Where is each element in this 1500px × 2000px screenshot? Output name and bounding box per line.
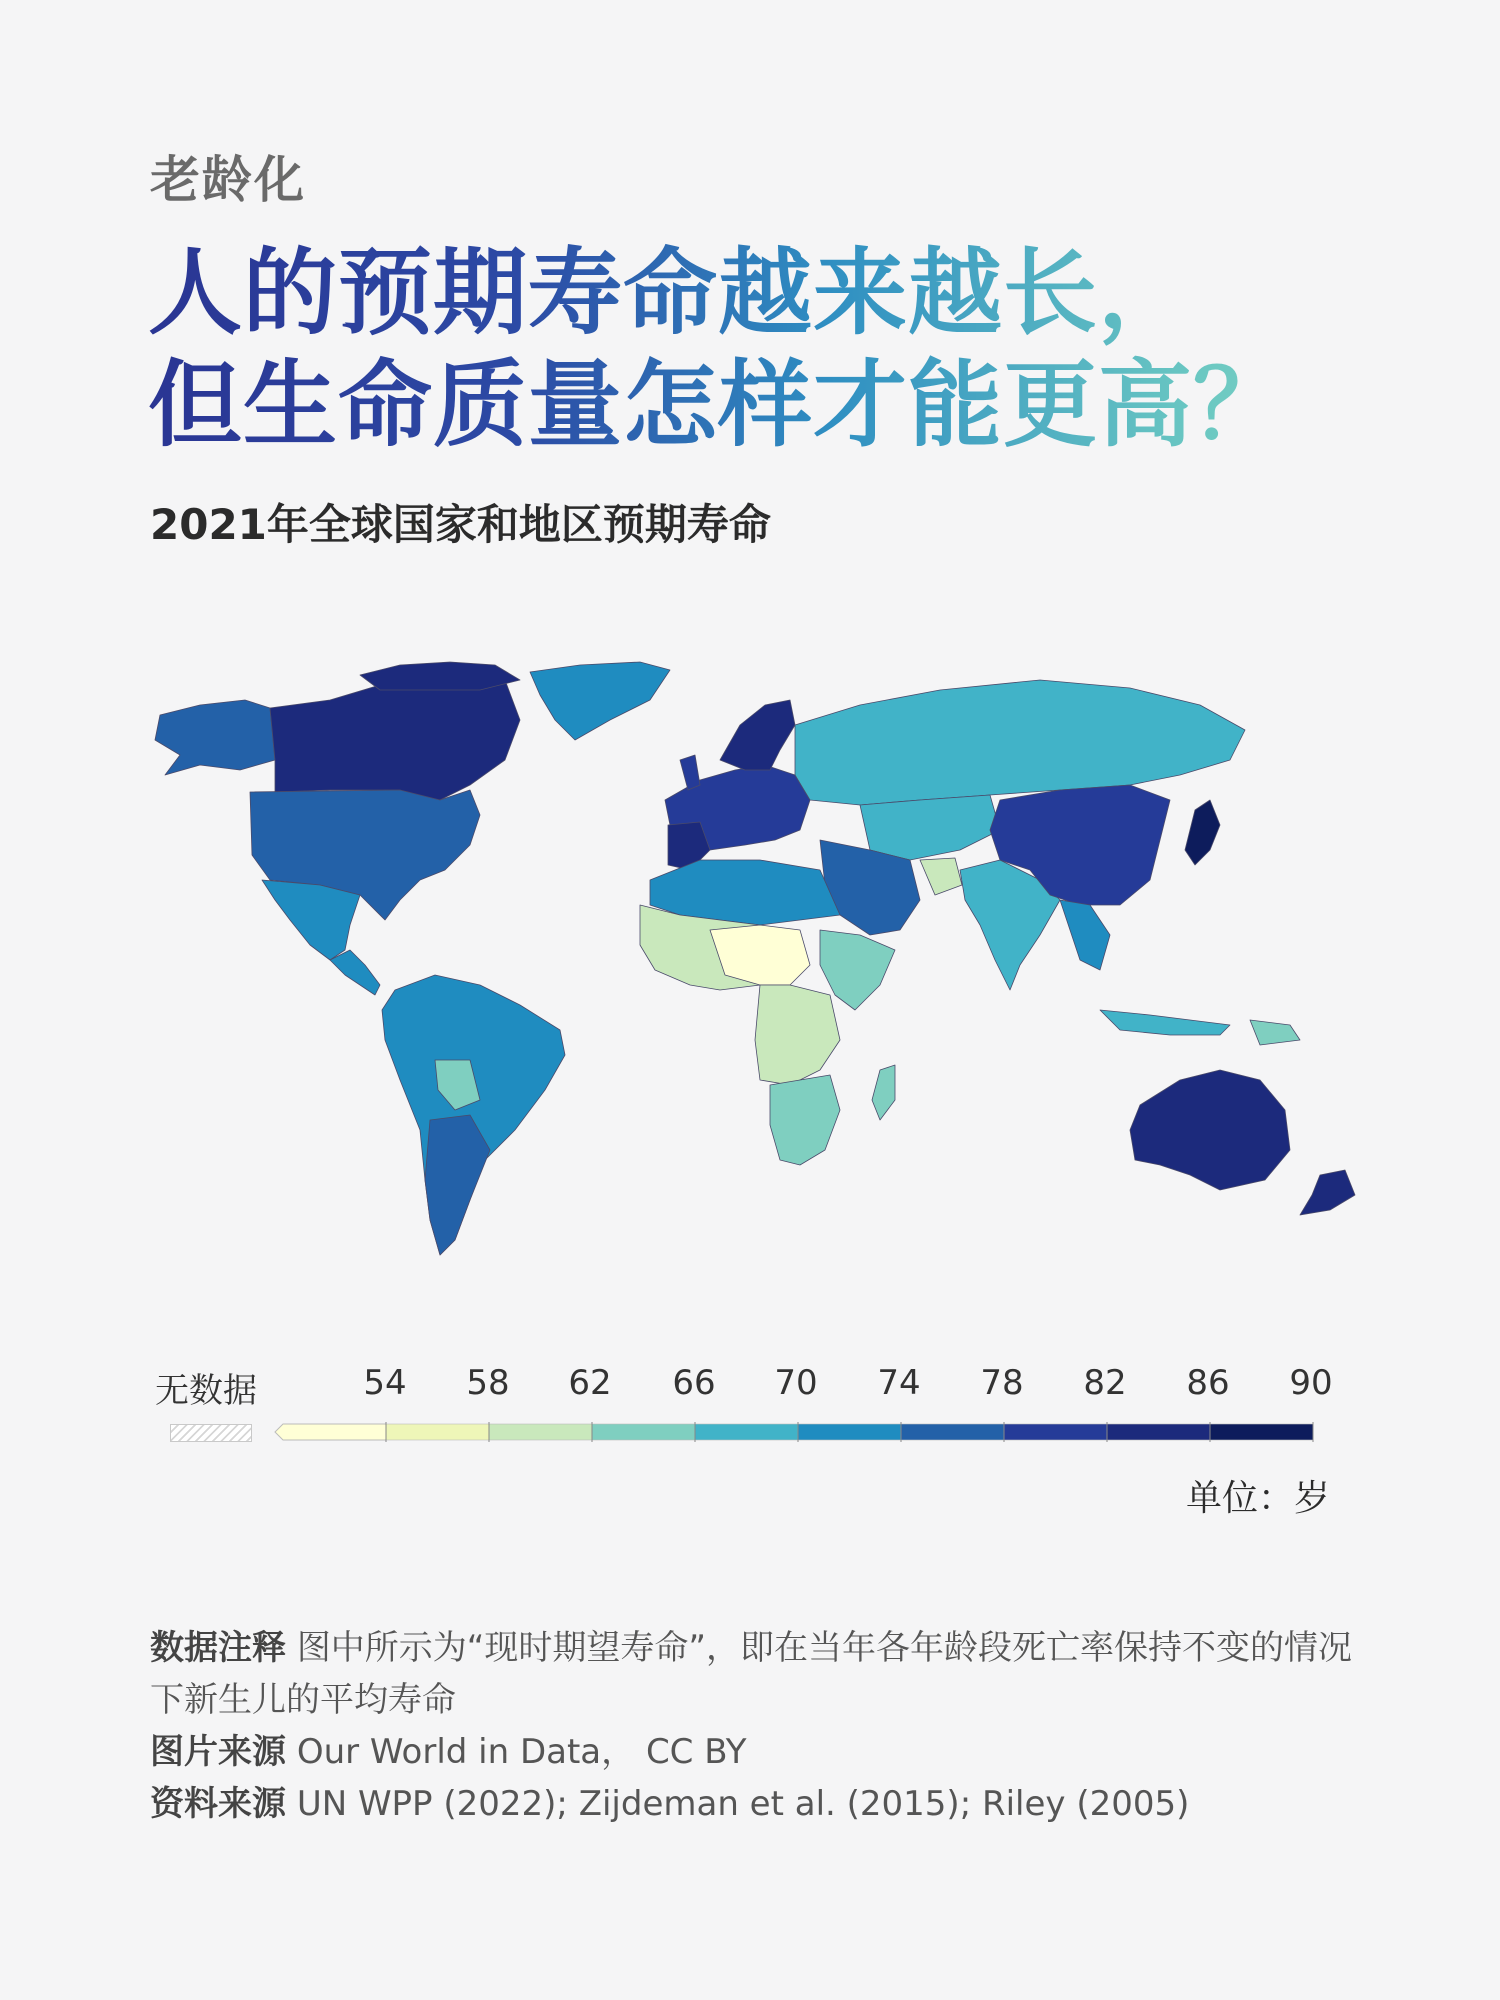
headline-line-1: 人的预期寿命越来越长，: [148, 239, 1194, 348]
category-label: 老龄化: [150, 151, 306, 209]
data-note-text: 图中所示为“现时期望寿命”，即在当年各年龄段死亡率保持不变的情况下新生儿的平均寿命: [150, 1628, 1353, 1720]
data-source-title: 资料来源: [150, 1784, 286, 1824]
image-source: [150, 1726, 1380, 1778]
legend-bin-6: [901, 1424, 1004, 1440]
legend-tick-82: 82: [1083, 1363, 1127, 1403]
legend-bin-9: [1210, 1424, 1313, 1440]
legend-bin-3: [592, 1424, 695, 1440]
legend-no-data-label: 无数据: [155, 1371, 257, 1411]
data-note: [150, 1622, 1380, 1726]
legend-tick-54: 54: [363, 1363, 407, 1403]
region-afghanistan: [920, 858, 962, 895]
region-greenland: [530, 662, 670, 740]
region-australia: [1130, 1070, 1290, 1190]
legend-bin-5: [798, 1424, 901, 1440]
footnotes: [150, 1622, 1380, 1830]
region-new-zealand: [1300, 1170, 1355, 1215]
world-life-expectancy-map: [0, 640, 1500, 1280]
region-uk: [680, 755, 700, 790]
region-scandinavia: [720, 700, 795, 770]
image-source-title: 图片来源: [150, 1732, 286, 1772]
region-horn-of-africa: [820, 930, 895, 1010]
region-southern-africa: [770, 1075, 840, 1165]
region-southeast-asia: [1060, 900, 1110, 970]
legend-tick-70: 70: [774, 1363, 818, 1403]
legend-bin-1: [386, 1424, 489, 1440]
data-note-title: 数据注释: [150, 1628, 286, 1668]
region-canada-islands: [360, 662, 520, 690]
headline-line-2: 但生命质量怎样才能更高？: [148, 351, 1289, 460]
legend-tick-66: 66: [672, 1363, 716, 1403]
region-russia: [795, 680, 1245, 805]
region-madagascar: [872, 1065, 895, 1120]
legend-bin-2: [489, 1424, 592, 1440]
legend-tick-78: 78: [980, 1363, 1024, 1403]
region-japan: [1185, 800, 1220, 865]
legend-tick-86: 86: [1186, 1363, 1230, 1403]
image-source-text: Our World in Data， CC BY: [296, 1732, 747, 1772]
region-indonesia: [1100, 1010, 1230, 1035]
region-central-africa: [755, 985, 840, 1085]
legend-bin-4: [695, 1424, 798, 1440]
legend-tick-58: 58: [466, 1363, 510, 1403]
region-mexico: [262, 880, 360, 960]
data-source: [150, 1778, 1380, 1830]
headline: [148, 238, 1388, 462]
legend-tick-62: 62: [568, 1363, 612, 1403]
legend-bin-8: [1107, 1424, 1210, 1440]
legend-bin-7: [1004, 1424, 1107, 1440]
region-papua: [1250, 1020, 1300, 1045]
data-source-text: UN WPP (2022); Zijdeman et al. (2015); Riley (2005): [296, 1784, 1190, 1824]
legend-tick-74: 74: [877, 1363, 921, 1403]
legend-tick-90: 90: [1289, 1363, 1333, 1403]
region-central-america: [330, 950, 380, 995]
region-central-asia: [860, 795, 1000, 860]
region-south-america: [382, 975, 565, 1255]
region-alaska: [155, 700, 275, 775]
legend-bin-0: [275, 1424, 386, 1440]
legend-unit-label: 单位：岁: [1186, 1478, 1331, 1519]
map-title: 2021年全球国家和地区预期寿命: [150, 500, 771, 549]
region-argentina-chile: [425, 1115, 490, 1255]
